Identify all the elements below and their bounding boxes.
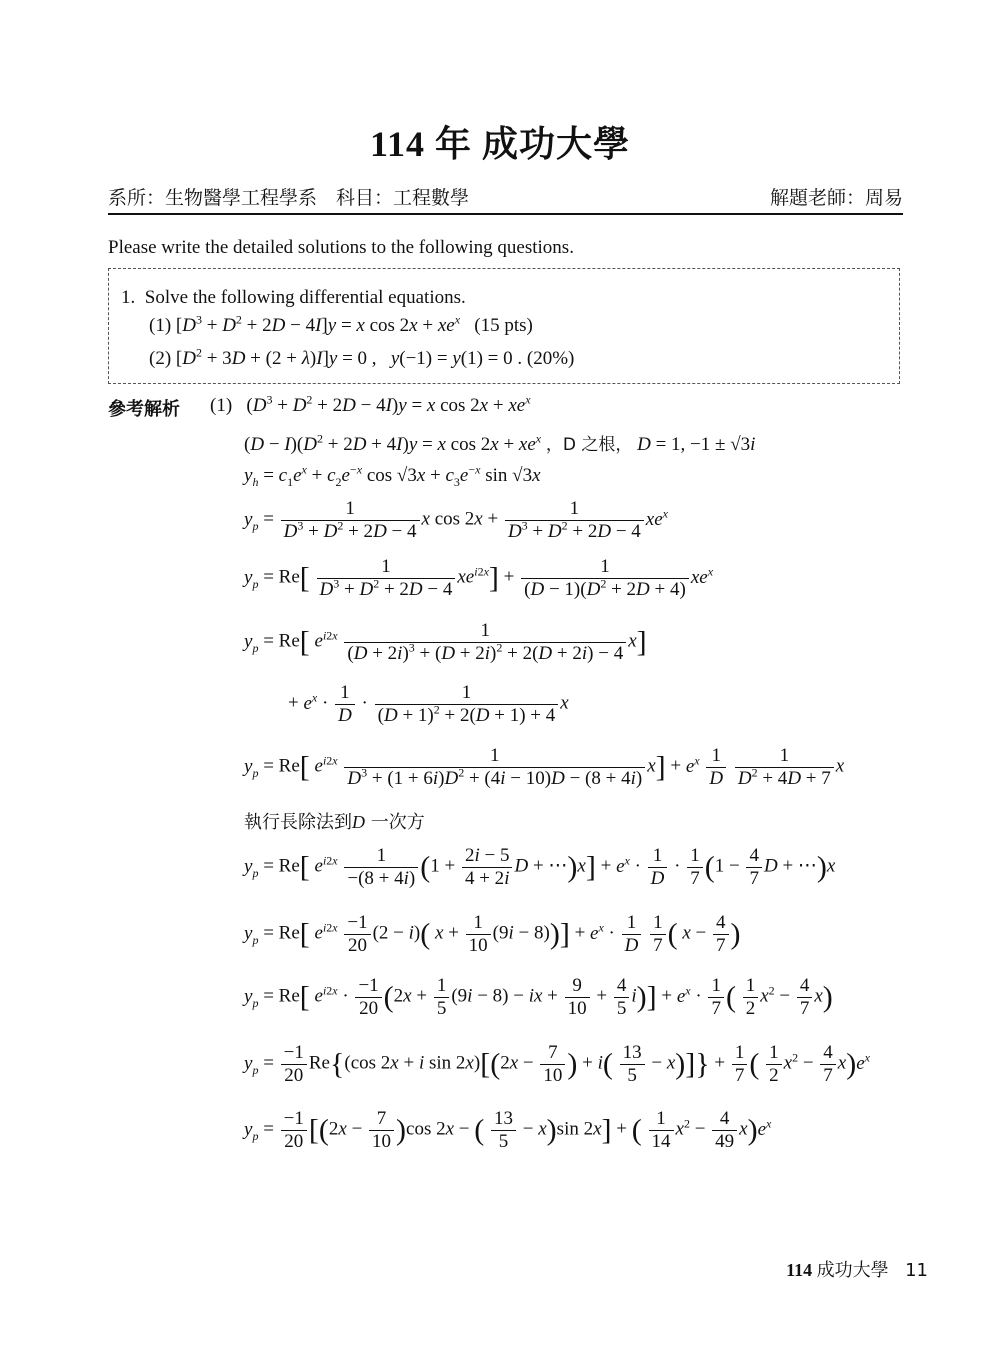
- answer-eq-2: $(D - I)(D^2 + 2D + 4I)y = x$ $\cos 2x + xe^x$ ，D 之根， D = 1, −1 ± √3i: [244, 431, 756, 455]
- page-footer: [786, 1256, 928, 1282]
- answer-eq-yp-4: $y_p = Re$[ $e^{i2x}$ $\frac{1}{D^3 + (1 + 6i)D^2 + (4i - 10)D - (8 + 4i)}$ $x] + e^x$ $\frac{1}{D}$ $\frac{1}{D^2 + 4D + 7}$ x: [244, 745, 845, 789]
- footer-year: 114: [786, 1260, 813, 1280]
- answer-eq-yp-1: $y_p$ = $\frac{1}{D^3 + D^2 + 2D - 4}$ x cos 2x + $\frac{1}{D^3 + D^2 + 2D - 4}$ $xe^x$: [244, 498, 668, 542]
- answer-eq-yp-7: $y_p = Re$[ $e^{i2x}$ · $\frac{-1}{20}$ (2x + $\frac{1}{5}$ (9i − 8) − ix + $\frac{9}{10}$ + $\frac{4}{5}$ $i)] + e^x$ · $\frac{1}{7}$ ( $\frac{1}{2}$ $x^2$ − $\frac{4}{7}$ x): [244, 975, 833, 1019]
- answer-eq-yp-8: $y_p$ = $\frac{-1}{20}$ Re{(cos 2x + i sin 2x)[(2x − $\frac{7}{10}$ ) + i( $\frac{13}{5}$ − x)]} + $\frac{1}{7}$ ( $\frac{1}{2}$ $x^2$ − $\frac{4}{7}$ $x)e^x$: [244, 1042, 870, 1086]
- answer-eq-yp-final: $y_p$ = $\frac{-1}{20}$ [(2x − $\frac{7}{10}$ )cos 2x − ( $\frac{13}{5}$ − x)sin 2x] + ( $\frac{1}{14}$ $x^2$ − $\frac{4}{49}$ $x)e^x$: [244, 1108, 772, 1152]
- answer-eq-yh: $y_h = c_1e^x + c_2e^{-x}$ $\cos √3x + c_3e^{-x}$ sin √3x: [244, 462, 541, 489]
- answer-eq-yp-6: $y_p = Re$[ $e^{i2x}$ $\frac{-1}{20}$ (2 − i)( x + $\frac{1}{10}$ $(9i - 8))] + e^x$ · $\frac{1}{D}$ $\frac{1}{7}$ ( x − $\frac{4}{7}$ ): [244, 912, 741, 956]
- answer-eq-yp-2: $y_p = Re$[ $\frac{1}{D^3 + D^2 + 2D - 4}$ $xe^{i2x}$] + $\frac{1}{(D - 1)(D^2 + 2D + 4)}$ $xe^x$: [244, 556, 714, 600]
- header-line: [108, 183, 903, 210]
- answer-eq-yp-3: $y_p = Re$[ $e^{i2x}$ $\frac{1}{(D + 2i)^3 + (D + 2i)^2 + 2(D + 2i) - 4}$ x]: [244, 620, 647, 664]
- long-division-note: 執行長除法到D 一次方: [244, 812, 425, 833]
- page-title: 114 年 成功大學: [369, 124, 630, 164]
- question-part-1: (1) $[D^3 + D^2 + 2D - 4I]y = x$ $\cos 2x + xe^x$ (15 pts): [149, 312, 533, 336]
- question-1: 1. Solve the following differential equations.: [121, 287, 466, 308]
- answer-eq-yp-3b: + $e^x$ · $\frac{1}{D}$ · $\frac{1}{(D + 1)^2 + 2(D + 1) + 4}$ x: [288, 682, 569, 726]
- dept-subject: 系所：生物醫學工程學系 科目：工程數學: [108, 187, 470, 209]
- footer-school: 成功大學: [816, 1260, 889, 1281]
- page-number: 11: [905, 1260, 928, 1281]
- answer-eq-1: (1) $(D^3 + D^2 + 2D - 4I)y = x$ $\cos 2x + xe^x$: [210, 392, 531, 416]
- instructions: Please write the detailed solutions to the following questions.: [108, 237, 574, 258]
- answer-eq-yp-5: $y_p = Re$[ $e^{i2x}$ $\frac{1}{-(8 + 4i)}$ (1 + $\frac{2i - 5}{4 + 2i}$ D + ⋯)x] + $e^x$ · $\frac{1}{D}$ · $\frac{1}{7}$ (1 − $\frac{4}{7}$ D + ⋯)x: [244, 845, 836, 889]
- answer-label: 參考解析: [108, 399, 180, 420]
- header-rule: [108, 213, 903, 215]
- teacher-name: 解題老師：周易: [769, 187, 903, 209]
- question-part-2: (2) $[D^2 + 3D + (2 + \lambda)I]y = 0$ , y(−1) = y(1) = 0 . (20%): [149, 345, 575, 369]
- question-box: [108, 268, 900, 384]
